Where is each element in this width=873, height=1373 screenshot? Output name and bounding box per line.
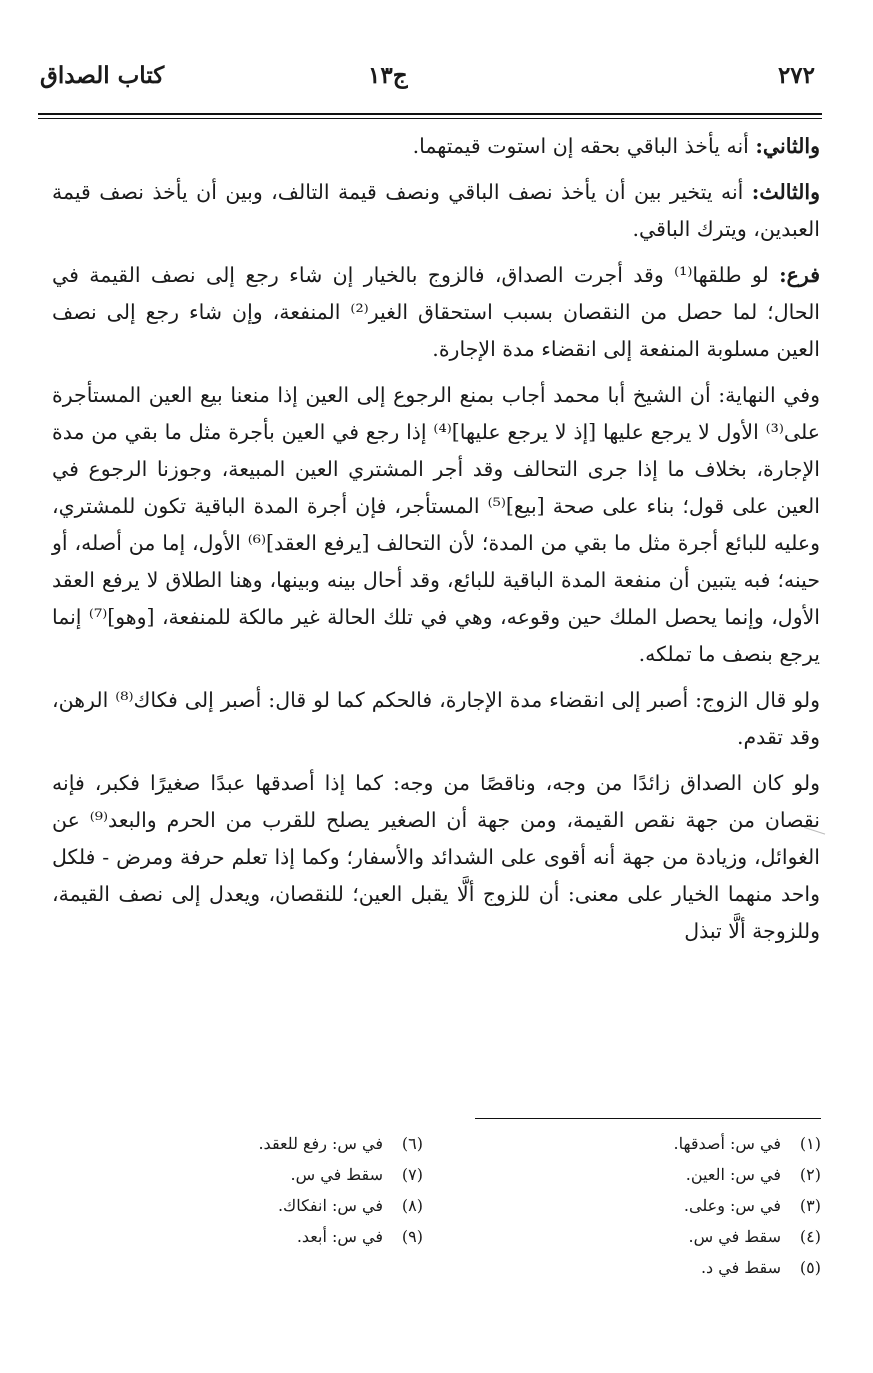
- paragraph-third-opinion: [52, 174, 820, 248]
- running-title: كتاب الصداق: [40, 62, 165, 89]
- footnote-text: في س: العين.: [685, 1165, 781, 1184]
- paragraph-nihaya: وفي النهاية: أن الشيخ أبا محمد أجاب بمنع الرجوع إلى العين إذا منعنا بيع العين المستأجرة على⁽³⁾ الأول لا يرجع عليها [إذ لا يرجع عليها]⁽⁴⁾ إذا رجع في العين بأجرة مثل ما بقي من مدة الإجارة، بخلاف ما إذا جرى التحالف وقد أجر المشتري العين المبيعة، وجوزنا الرجوع في العين على قول؛ بناء على صحة [بيع]⁽⁵⁾ المستأجر، فإن أجرة المدة الباقية تكون للمشتري، وعليه للبائع أجرة مثل ما بقي من المدة؛ لأن التحالف [يرفع العقد]⁽⁶⁾ الأول، إما من أصله، أو حينه؛ فبه يتبين أن منفعة المدة الباقية للبائع، وقد أحال بينه وبينها، وهنا الطلاق لا يرفع العقد الأول، وإنما يحصل الملك حين وقوعه، وهي في تلك الحالة غير مالكة للمنفعة، [وهو]⁽⁷⁾ إنما يرجع بنصف ما تملكه.: [52, 383, 821, 666]
- footnote-text: في س: رفع للعقد.: [258, 1134, 383, 1153]
- footnote-number: (٩): [401, 1227, 423, 1246]
- footnote-text: في س: أصدقها.: [673, 1134, 781, 1153]
- page-number: ٢٧٢: [777, 62, 815, 89]
- footnote: [521, 1221, 821, 1252]
- footnote: [521, 1128, 821, 1159]
- paragraph-lead: والثاني:: [755, 134, 820, 158]
- paragraph-lead: والثالث:: [751, 180, 820, 204]
- header-rule-thin: [38, 118, 822, 119]
- volume-label: ج١٣: [368, 62, 408, 89]
- footnote-text: في س: انفكاك.: [277, 1196, 383, 1215]
- footnote-text: سقط في س.: [688, 1227, 781, 1246]
- footnote: [103, 1190, 423, 1221]
- footnote-number: (١): [799, 1134, 821, 1153]
- footnote-text: سقط في س.: [290, 1165, 383, 1184]
- paragraph-text: لو طلقها⁽¹⁾ وقد أجرت الصداق، فالزوج بالخيار إن شاء رجع إلى نصف القيمة في الحال؛ لما حصل من النقصان بسبب استحقاق الغير⁽²⁾ المنفعة، وإن شاء رجع إلى نصف العين مسلوبة المنفعة إلى انقضاء مدة الإجارة.: [52, 263, 821, 361]
- footnote-number: (٦): [401, 1134, 423, 1153]
- paragraph-husband-waits: ولو قال الزوج: أصبر إلى انقضاء مدة الإجارة، فالحكم كما لو قال: أصبر إلى فكاك⁽⁸⁾ الرهن، وقد تقدم.: [52, 688, 820, 749]
- footnotes-column-right: [521, 1128, 821, 1283]
- header-rule: [38, 113, 822, 115]
- footnote-text: سقط في د.: [700, 1258, 781, 1277]
- footnote-number: (٣): [799, 1196, 821, 1215]
- paragraph-branch: [52, 257, 820, 368]
- footnote-number: (٧): [401, 1165, 423, 1184]
- paragraph-lead: فرع:: [779, 263, 820, 287]
- footnote-number: (٨): [401, 1196, 423, 1215]
- footnote-number: (٥): [799, 1258, 821, 1277]
- footnote-number: (٢): [799, 1165, 821, 1184]
- footnote: [103, 1128, 423, 1159]
- footnote: [521, 1252, 821, 1283]
- footnote-text: في س: وعلى.: [683, 1196, 781, 1215]
- footnote-number: (٤): [799, 1227, 821, 1246]
- footnote: [521, 1190, 821, 1221]
- main-text: [52, 128, 820, 959]
- paragraph-text: أنه يتخير بين أن يأخذ نصف الباقي ونصف قيمة التالف، وبين أن يأخذ نصف قيمة العبدين، ويترك الباقي.: [52, 180, 820, 241]
- paragraph-second-opinion: [52, 128, 820, 165]
- footnote: [103, 1221, 423, 1252]
- footnote: [521, 1159, 821, 1190]
- paragraph-increase-decrease: ولو كان الصداق زائدًا من وجه، وناقصًا من وجه: كما إذا أصدقها عبدًا صغيرًا فكبر، فإنه نقصان من جهة نقص القيمة، ومن جهة أن الصغير يصلح للقرب من الحرم والبعد⁽⁹⁾ عن الغوائل، وزيادة من جهة أنه أقوى على الشدائد والأسفار؛ وكما إذا تعلم حرفة ومرض - فلكل واحد منهما الخيار على معنى: أن للزوج ألَّا يقبل العين؛ للنقصان، ويعدل إلى نصف القيمة، وللزوجة ألَّا تبذل: [52, 771, 820, 943]
- footnote: [103, 1159, 423, 1190]
- footnotes-column-left: [103, 1128, 423, 1252]
- footnote-rule: [475, 1118, 821, 1119]
- footnote-text: في س: أبعد.: [296, 1227, 383, 1246]
- paragraph-text: أنه يأخذ الباقي بحقه إن استوت قيمتهما.: [412, 134, 756, 158]
